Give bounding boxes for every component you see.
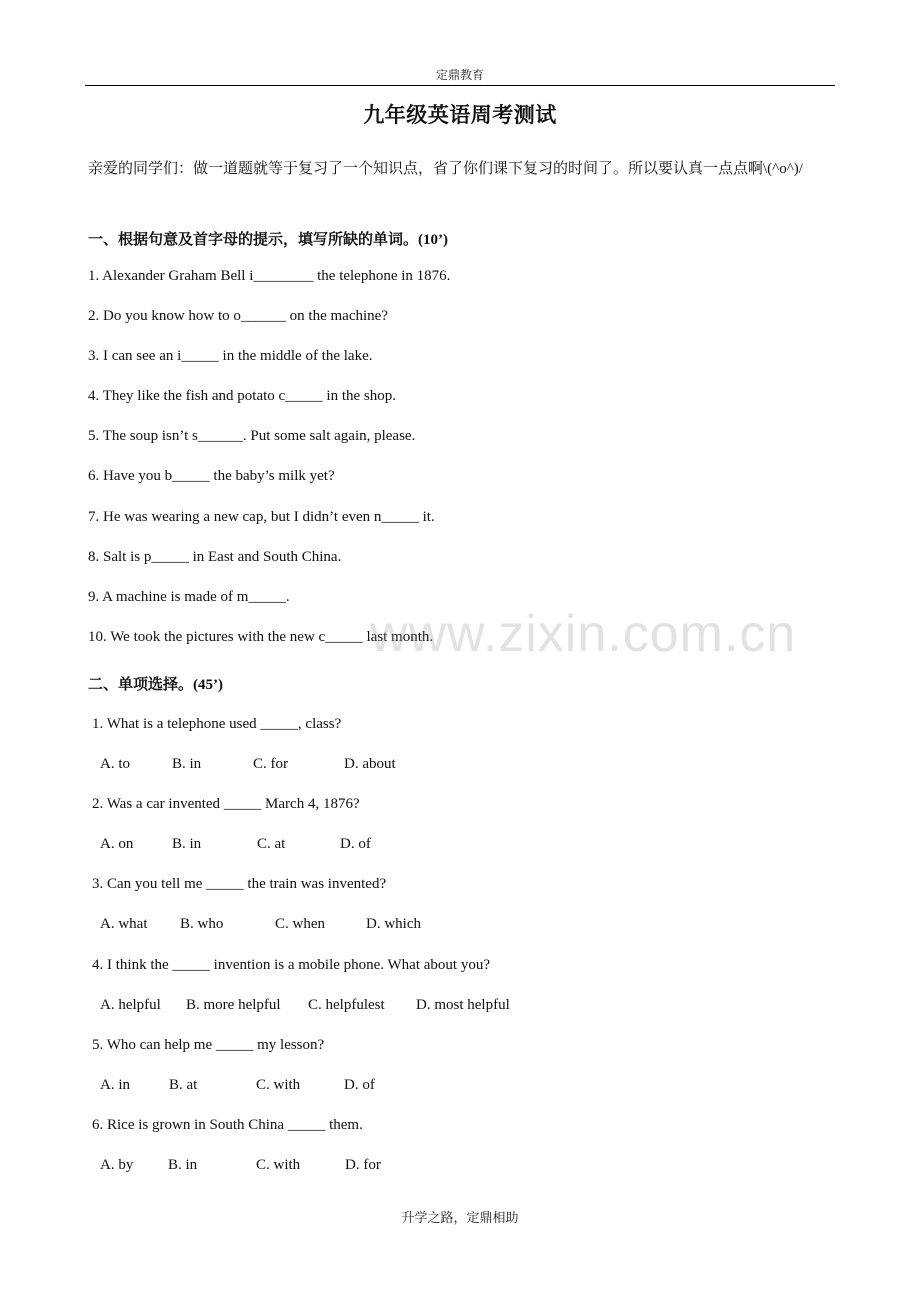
option-b: B. more helpful xyxy=(186,997,281,1013)
section-1-heading: 一、根据句意及首字母的提示，填写所缺的单词。(10’) xyxy=(88,232,448,248)
option-b: B. who xyxy=(180,916,224,932)
intro-paragraph: 亲爱的同学们：做一道题就等于复习了一个知识点，省了你们课下复习的时间了。所以要认真一点点啊\(^o^)/ xyxy=(88,161,803,177)
mc-question-6: 6. Rice is grown in South China _____ them. xyxy=(92,1117,363,1133)
option-c: C. helpfulest xyxy=(308,997,385,1013)
option-a: A. what xyxy=(100,916,148,932)
mc-question-5: 5. Who can help me _____ my lesson? xyxy=(92,1037,325,1053)
fill-blank-item-7: 7. He was wearing a new cap, but I didn’t even n_____ it. xyxy=(88,509,435,525)
mc-options-4 xyxy=(100,997,700,1017)
mc-question-3: 3. Can you tell me _____ the train was invented? xyxy=(92,876,387,892)
option-a: A. on xyxy=(100,836,134,852)
fill-blank-item-3: 3. I can see an i_____ in the middle of the lake. xyxy=(88,348,373,364)
mc-options-1 xyxy=(100,756,700,776)
mc-question-4: 4. I think the _____ invention is a mobile phone. What about you? xyxy=(92,957,490,973)
fill-blank-item-2: 2. Do you know how to o______ on the machine? xyxy=(88,308,388,324)
option-a: A. to xyxy=(100,756,130,772)
page-footer-slogan: 升学之路，定鼎相助 xyxy=(401,1210,519,1225)
option-d: D. for xyxy=(345,1157,381,1173)
option-a: A. helpful xyxy=(100,997,161,1013)
option-a: A. by xyxy=(100,1157,134,1173)
section-2-heading: 二、单项选择。(45’) xyxy=(88,677,223,693)
mc-options-2 xyxy=(100,836,700,856)
option-c: C. at xyxy=(257,836,286,852)
option-c: C. with xyxy=(256,1157,301,1173)
option-a: A. in xyxy=(100,1077,130,1093)
fill-blank-item-8: 8. Salt is p_____ in East and South China. xyxy=(88,549,342,565)
fill-blank-item-1: 1. Alexander Graham Bell i________ the telephone in 1876. xyxy=(88,268,451,284)
mc-options-3 xyxy=(100,916,700,936)
option-d: D. which xyxy=(366,916,421,932)
option-c: C. when xyxy=(275,916,325,932)
option-d: D. about xyxy=(344,756,396,772)
mc-question-1: 1. What is a telephone used _____, class? xyxy=(92,716,342,732)
fill-blank-item-9: 9. A machine is made of m_____. xyxy=(88,589,290,605)
page-title: 九年级英语周考测试 xyxy=(363,103,557,127)
option-b: B. in xyxy=(172,756,202,772)
fill-blank-item-6: 6. Have you b_____ the baby’s milk yet? xyxy=(88,468,335,484)
mc-options-5 xyxy=(100,1077,700,1097)
page-header-brand: 定鼎教育 xyxy=(435,68,484,82)
header-divider xyxy=(85,85,835,86)
option-c: C. with xyxy=(256,1077,301,1093)
option-b: B. at xyxy=(169,1077,198,1093)
option-b: B. in xyxy=(168,1157,198,1173)
fill-blank-item-4: 4. They like the fish and potato c_____ in the shop. xyxy=(88,388,397,404)
mc-options-6 xyxy=(100,1157,700,1177)
option-c: C. for xyxy=(253,756,288,772)
mc-question-2: 2. Was a car invented _____ March 4, 1876? xyxy=(92,796,360,812)
option-d: D. of xyxy=(344,1077,375,1093)
fill-blank-item-10: 10. We took the pictures with the new c_____ last month. xyxy=(88,629,434,645)
option-b: B. in xyxy=(172,836,202,852)
fill-blank-item-5: 5. The soup isn’t s______. Put some salt again, please. xyxy=(88,428,416,444)
option-d: D. of xyxy=(340,836,371,852)
watermark: www.zixin.com.cn xyxy=(370,605,797,663)
option-d: D. most helpful xyxy=(416,997,510,1013)
